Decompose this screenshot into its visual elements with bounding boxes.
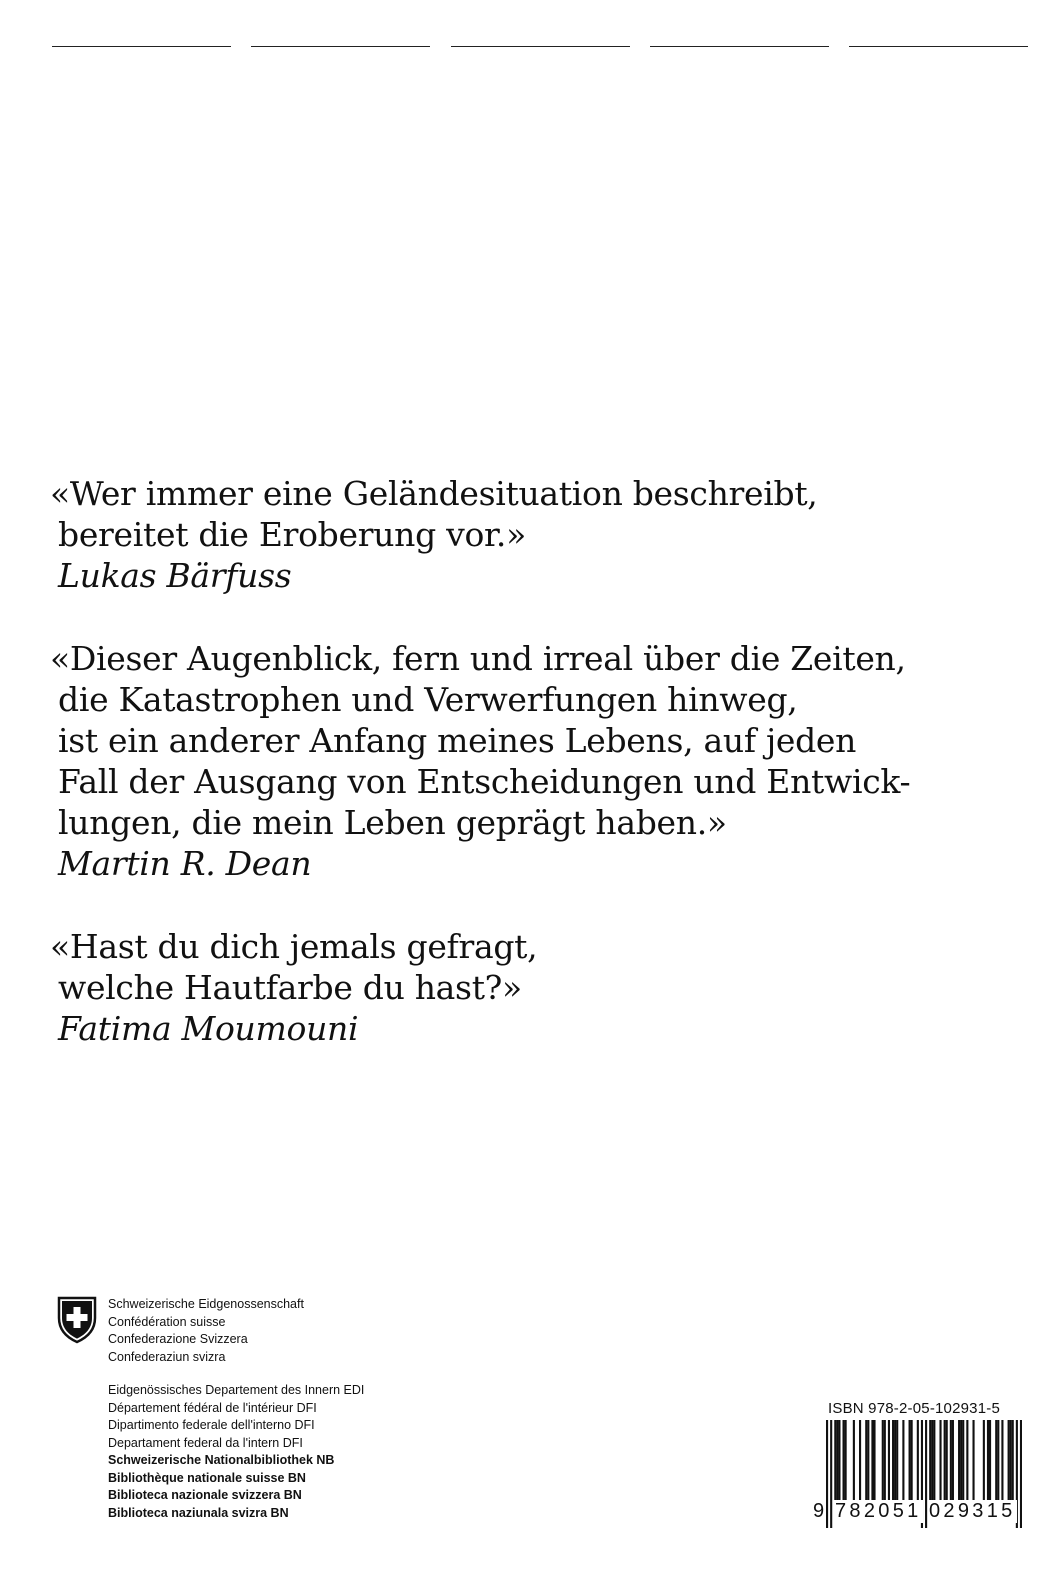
department-name-rm: Departament federal da l'intern DFI xyxy=(108,1435,303,1450)
barcode-bar xyxy=(884,1420,886,1502)
barcode-bar xyxy=(873,1420,875,1502)
barcode-bar xyxy=(911,1420,913,1502)
top-rule-2 xyxy=(251,46,430,47)
barcode-bar xyxy=(871,1420,873,1502)
barcode-bar xyxy=(830,1420,832,1528)
barcode-bar xyxy=(995,1420,997,1502)
quote-dean xyxy=(50,638,1010,884)
barcode-bar xyxy=(826,1420,828,1528)
barcode-bar xyxy=(867,1420,869,1502)
library-name-fr: Bibliothèque nationale suisse BN xyxy=(108,1470,306,1485)
barcode-bar xyxy=(960,1420,962,1502)
barcode-bar xyxy=(929,1420,931,1502)
confederation-name-rm: Confederaziun svizra xyxy=(108,1349,226,1364)
barcode-bar xyxy=(987,1420,989,1502)
library-name-de: Schweizerische Nationalbibliothek NB xyxy=(108,1453,335,1467)
top-rule-4 xyxy=(650,46,829,47)
barcode-bar xyxy=(865,1420,867,1502)
department-block xyxy=(108,1382,364,1522)
barcode-digits-right: 029315 xyxy=(929,1500,1016,1522)
barcode-bar xyxy=(892,1420,894,1502)
barcode-bar xyxy=(834,1420,836,1502)
barcode-bar xyxy=(931,1420,933,1502)
isbn-label: ISBN 978-2-05-102931-5 xyxy=(828,1400,1001,1417)
barcode-bar xyxy=(958,1420,960,1502)
barcode-bar xyxy=(859,1420,861,1502)
confederation-name-it: Confederazione Svizzera xyxy=(108,1332,248,1346)
quote-moumouni xyxy=(50,926,1010,1049)
barcode-digits-left: 782051 xyxy=(835,1500,922,1522)
barcode-bar xyxy=(989,1420,991,1502)
quote-author: Fatima Moumouni xyxy=(58,1009,359,1048)
quote-barfuss xyxy=(50,473,1010,596)
swiss-crest-icon xyxy=(56,1296,98,1344)
quote-author: Martin R. Dean xyxy=(58,844,312,883)
barcode-bar xyxy=(894,1420,896,1502)
barcode-bar xyxy=(983,1420,985,1502)
barcode-bar xyxy=(1008,1420,1010,1502)
department-name-de: Eidgenössisches Departement des Innern EDI xyxy=(108,1383,365,1397)
barcode-bar xyxy=(836,1420,838,1502)
top-rule-3 xyxy=(451,46,630,47)
barcode-bar xyxy=(1001,1420,1003,1502)
barcode-bar xyxy=(896,1420,898,1502)
library-name-it: Biblioteca nazionale svizzera BN xyxy=(108,1488,302,1502)
barcode-bar xyxy=(838,1420,840,1502)
barcode-bar xyxy=(1020,1420,1022,1528)
barcode-bar xyxy=(952,1420,954,1502)
quotes-section xyxy=(50,473,1010,1091)
barcode-bar xyxy=(909,1420,911,1502)
barcode-bar xyxy=(845,1420,847,1502)
quote-line: «Hast du dich jemals gefragt, xyxy=(50,927,538,966)
barcode-bar xyxy=(950,1420,952,1502)
quote-line: ist ein anderer Anfang meines Lebens, auf jeden xyxy=(58,721,857,760)
barcode-bar xyxy=(925,1420,927,1528)
isbn-area xyxy=(813,1400,1022,1530)
barcode-bar xyxy=(966,1420,968,1502)
barcode-bar xyxy=(1010,1420,1012,1502)
quote-author: Lukas Bärfuss xyxy=(58,556,292,595)
department-name-it: Dipartimento federale dell'interno DFI xyxy=(108,1418,315,1432)
department-name-fr: Département fédéral de l'intérieur DFI xyxy=(108,1400,317,1415)
barcode-bar xyxy=(882,1420,884,1502)
barcode-bar xyxy=(902,1420,904,1502)
barcode-bar xyxy=(946,1420,948,1502)
confederation-names xyxy=(108,1296,304,1366)
top-rule-5 xyxy=(849,46,1028,47)
barcode-bar xyxy=(888,1420,890,1502)
quote-line: «Wer immer eine Geländesituation beschreibt, xyxy=(50,474,818,513)
barcode-bar xyxy=(853,1420,855,1502)
barcode-bar xyxy=(962,1420,964,1502)
top-rule-1 xyxy=(52,46,231,47)
library-name-rm: Biblioteca naziunala svizra BN xyxy=(108,1505,289,1520)
quote-line: welche Hautfarbe du hast?» xyxy=(58,968,522,1007)
barcode-bar xyxy=(1012,1420,1014,1502)
barcode-bar xyxy=(843,1420,845,1502)
confederation-name-fr: Confédération suisse xyxy=(108,1314,226,1329)
quote-line: lungen, die mein Leben geprägt haben.» xyxy=(58,803,727,842)
quote-line: «Dieser Augenblick, fern und irreal über die Zeiten, xyxy=(50,639,906,678)
barcode-bar xyxy=(917,1420,919,1502)
confederation-imprint xyxy=(56,1296,476,1536)
barcode-digit-first: 9 xyxy=(813,1500,825,1522)
barcode-bar xyxy=(972,1420,974,1502)
barcode-bar xyxy=(944,1420,946,1502)
barcode-bar xyxy=(933,1420,935,1502)
confederation-name-de: Schweizerische Eidgenossenschaft xyxy=(108,1297,304,1311)
quote-line: Fall der Ausgang von Entscheidungen und Entwick- xyxy=(58,762,911,801)
quote-line: die Katastrophen und Verwerfungen hinweg, xyxy=(58,680,798,719)
barcode-bar xyxy=(997,1420,999,1502)
barcode-bar xyxy=(939,1420,941,1502)
quote-line: bereitet die Eroberung vor.» xyxy=(58,515,526,554)
